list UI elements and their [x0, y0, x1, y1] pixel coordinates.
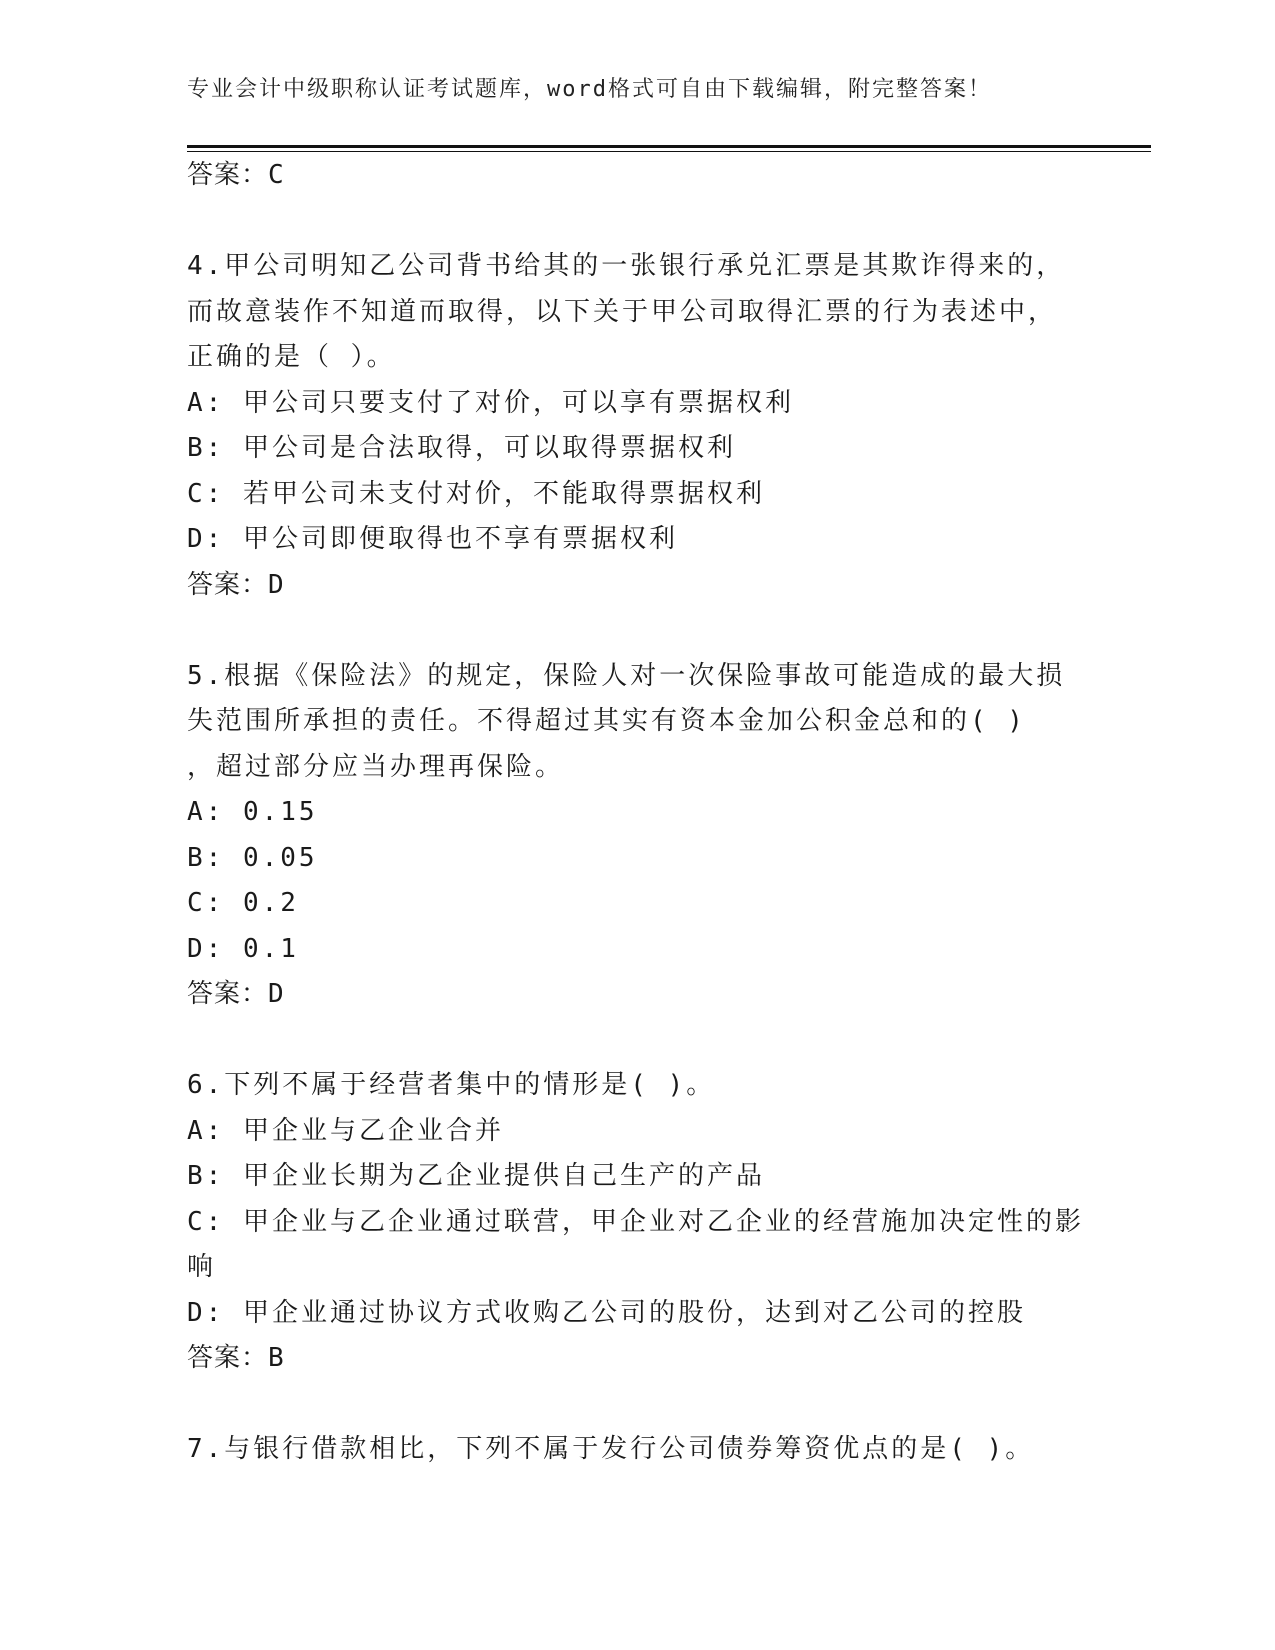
- spacer: [187, 1018, 1087, 1064]
- answer-label: 答案：: [187, 569, 269, 600]
- page-header: 专业会计中级职称认证考试题库，word格式可自由下载编辑，附完整答案！: [187, 77, 992, 102]
- question-text: ，超过部分应当办理再保险。: [187, 751, 565, 782]
- question-text: 5.根据《保险法》的规定，保险人对一次保险事故可能造成的最大损: [187, 660, 1066, 691]
- spacer: [187, 1382, 1087, 1428]
- answer-line: [187, 563, 1087, 609]
- option-c-continued: 响: [187, 1252, 217, 1282]
- header-divider-thick: [187, 145, 1151, 148]
- question-text: 失范围所承担的责任。不得超过其实有资本金加公积金总和的( ): [187, 706, 1026, 736]
- option-a: A: 0.15: [187, 797, 318, 827]
- question-text: 而故意装作不知道而取得，以下关于甲公司取得汇票的行为表述中，: [187, 296, 1058, 327]
- question-text: 7.与银行借款相比，下列不属于发行公司债券筹资优点的是( )。: [187, 1434, 1035, 1464]
- header-divider-thin: [187, 151, 1151, 152]
- answer-line: [187, 153, 1087, 199]
- option-b: B: 甲企业长期为乙企业提供自己生产的产品: [187, 1161, 765, 1191]
- option-c: C: 0.2: [187, 888, 299, 918]
- option-a: A: 甲企业与乙企业合并: [187, 1115, 504, 1146]
- option-d: D: 甲公司即便取得也不享有票据权利: [187, 524, 678, 554]
- answer-value: B: [268, 1343, 285, 1373]
- option-b: B: 甲公司是合法取得，可以取得票据权利: [187, 433, 736, 463]
- question-text: 6.下列不属于经营者集中的情形是( )。: [187, 1070, 716, 1100]
- answer-label: 答案：: [187, 160, 269, 190]
- answer-line: [187, 1336, 1087, 1382]
- option-c: C: 若甲公司未支付对价，不能取得票据权利: [187, 478, 765, 509]
- answer-line: [187, 972, 1087, 1018]
- spacer: [187, 608, 1087, 654]
- answer-value: D: [268, 569, 285, 600]
- answer-label: 答案：: [187, 1343, 269, 1373]
- spacer: [187, 199, 1087, 245]
- answer-value: C: [268, 160, 285, 190]
- option-d: D: 0.1: [187, 933, 299, 964]
- option-b: B: 0.05: [187, 842, 318, 873]
- option-c: C: 甲企业与乙企业通过联营，甲企业对乙企业的经营施加决定性的影: [187, 1206, 1084, 1237]
- question-text: 正确的是（ ）。: [187, 342, 396, 372]
- question-text: 4.甲公司明知乙公司背书给其的一张银行承兑汇票是其欺诈得来的，: [187, 251, 1066, 281]
- answer-value: D: [268, 979, 285, 1009]
- answer-label: 答案：: [187, 979, 269, 1009]
- option-a: A: 甲公司只要支付了对价，可以享有票据权利: [187, 387, 794, 418]
- question-content: [187, 153, 1087, 1473]
- option-d: D: 甲企业通过协议方式收购乙公司的股份，达到对乙公司的控股: [187, 1297, 1026, 1328]
